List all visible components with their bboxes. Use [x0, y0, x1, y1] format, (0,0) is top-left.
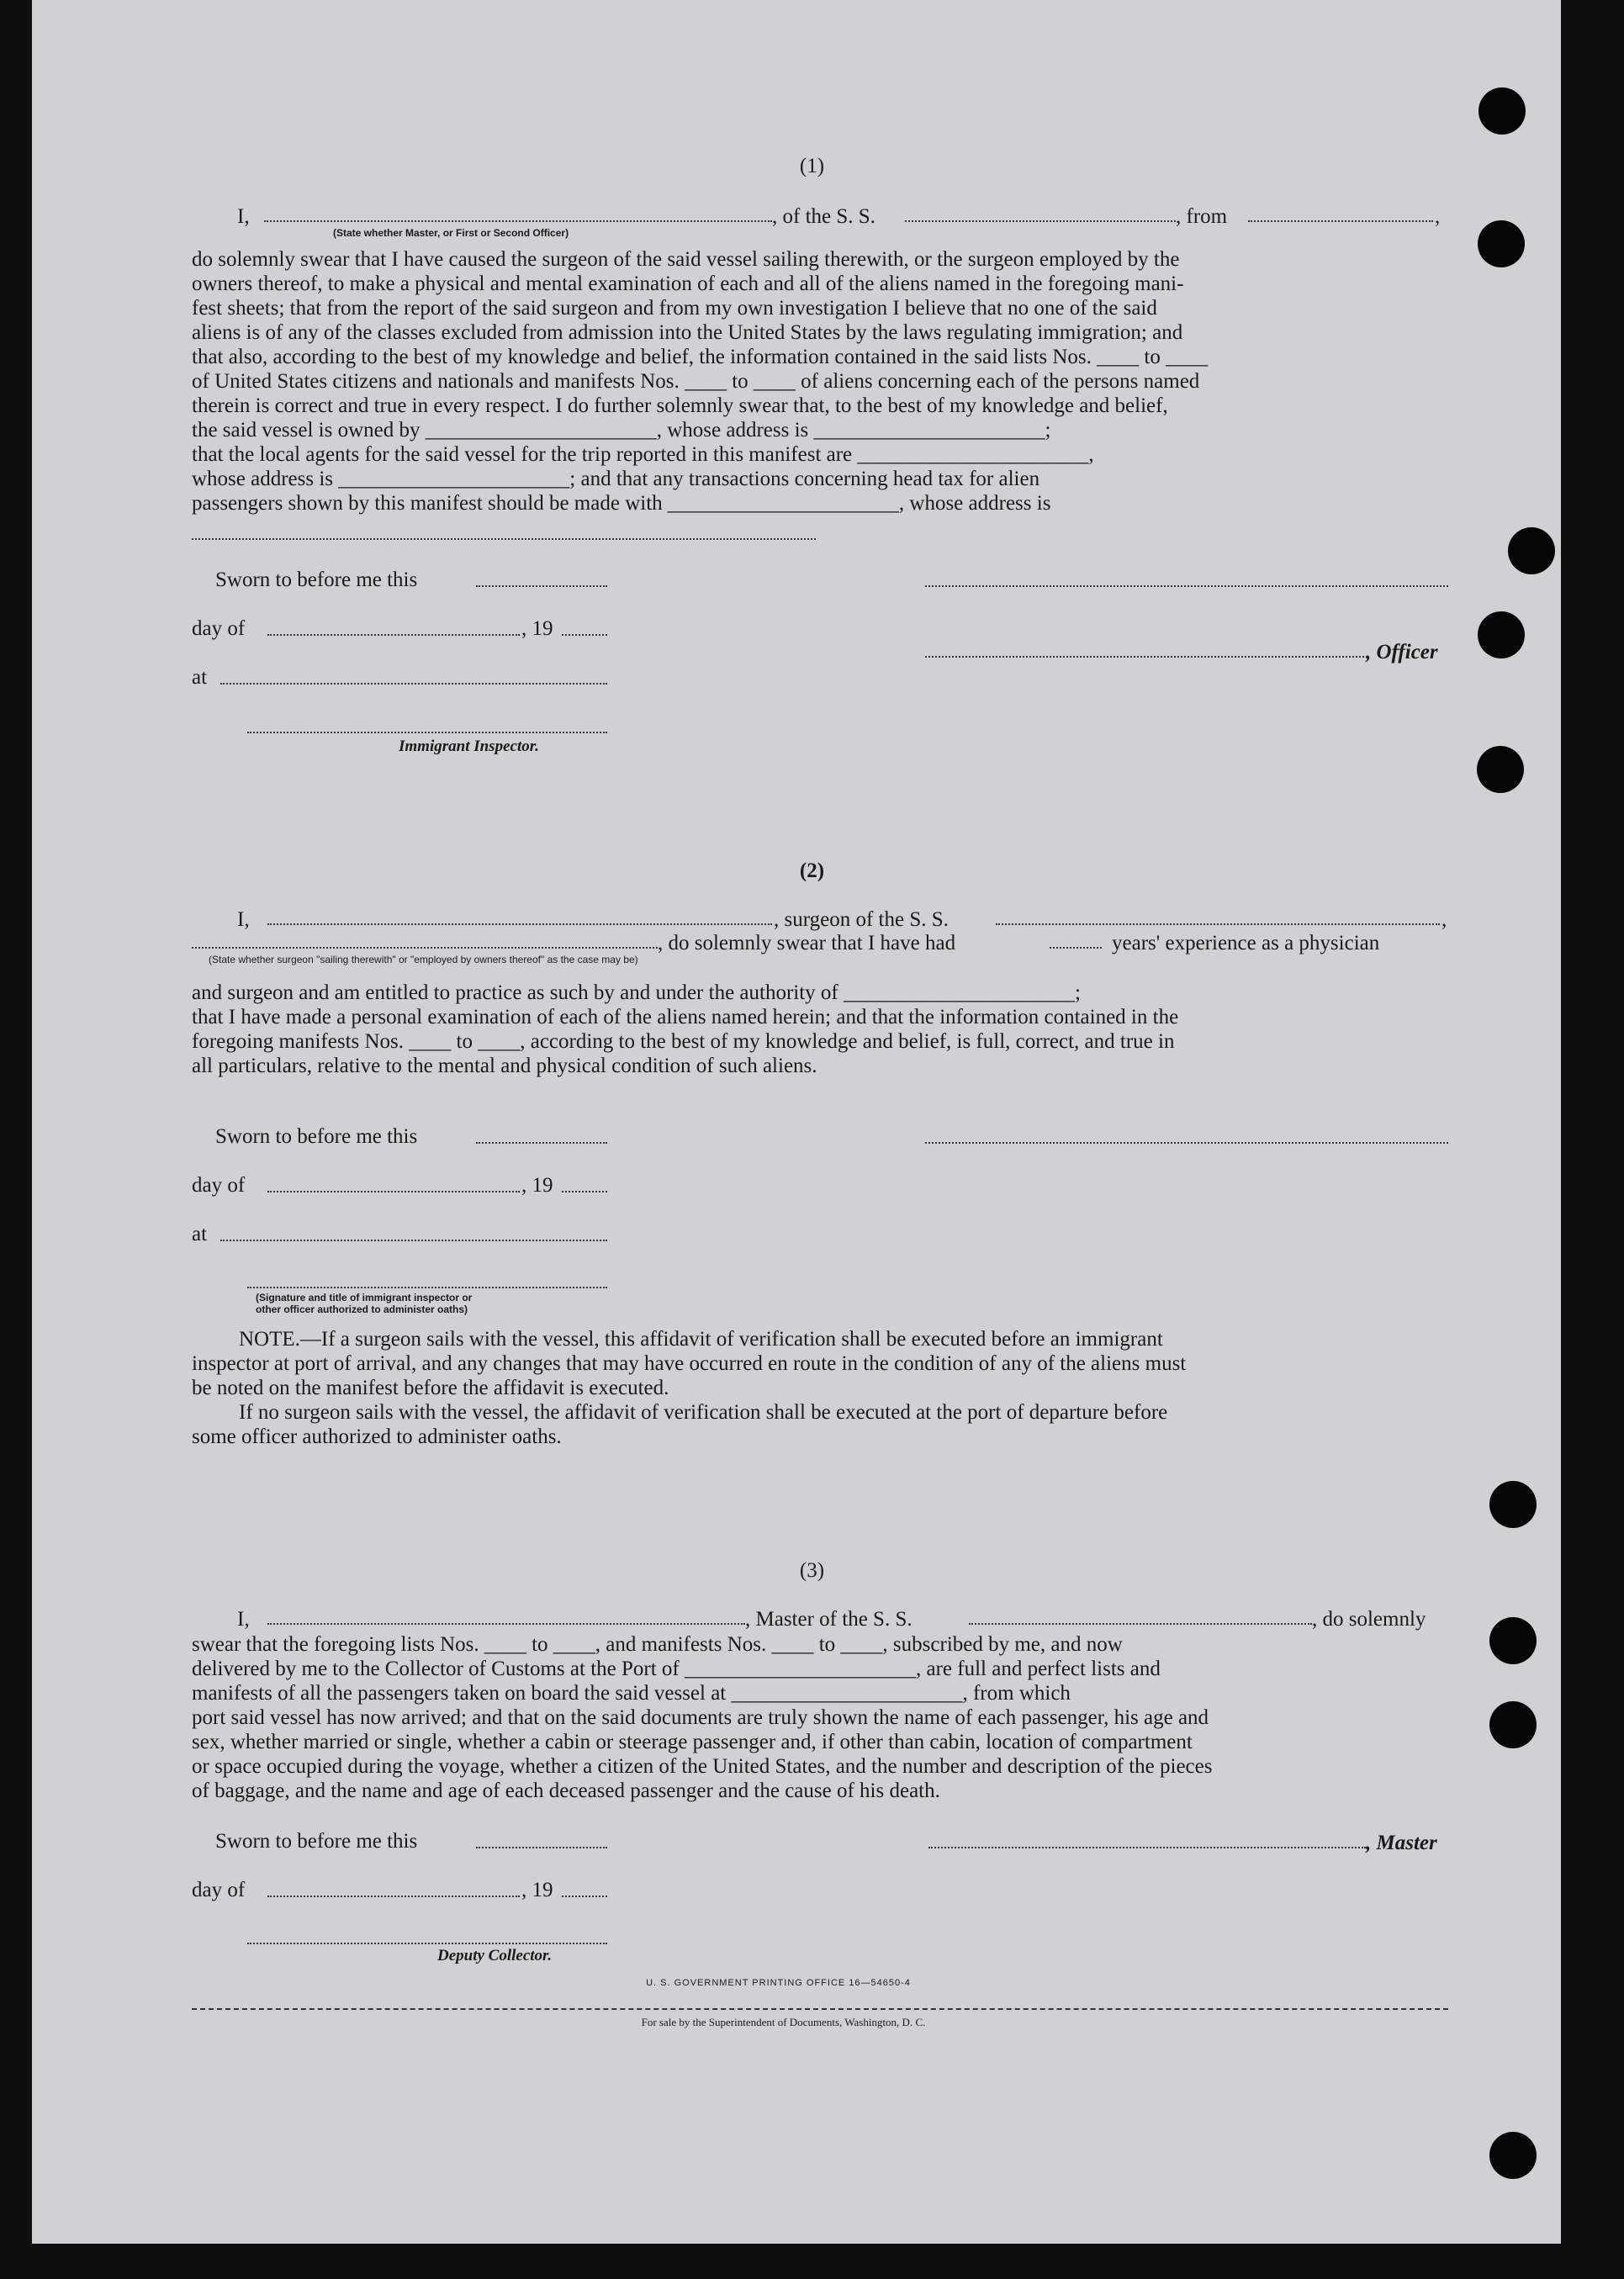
s2-signer-note-2: other officer authorized to administer oaths)	[256, 1303, 468, 1315]
section-2-number: (2)	[799, 859, 825, 882]
s2-line2-mid: , do solemnly swear that I have had	[658, 932, 956, 954]
s1-body-line: passengers shown by this manifest should be made with ______________________, whose address is	[192, 492, 1051, 515]
s2-note-line: inspector at port of arrival, and any changes that may have occurred en route in the condition of any of the aliens must	[192, 1352, 1187, 1375]
printing-office-imprint: U. S. GOVERNMENT PRINTING OFFICE 16—54650-4	[646, 1978, 911, 1988]
s2-note-text: —If a surgeon sails with the vessel, this affidavit of verification shall be executed before an immigrant	[299, 1328, 1163, 1351]
s1-inspector-sign-field[interactable]	[247, 720, 607, 733]
s2-note2-line: some officer authorized to administer oaths.	[192, 1425, 562, 1448]
s1-day-label: day of	[192, 617, 246, 640]
s2-day-field[interactable]	[267, 1179, 520, 1192]
s2-line1-pre: I,	[237, 908, 250, 931]
s1-body-line: the said vessel is owned by ______________________, whose address is ______________________;	[192, 419, 1051, 442]
s1-year-field[interactable]	[562, 622, 607, 636]
s3-line1-end: , do solemnly	[1312, 1608, 1426, 1631]
s1-intro-from: , from	[1176, 205, 1228, 228]
s2-years-field[interactable]	[1050, 935, 1102, 949]
s1-intro-pre: I,	[237, 205, 250, 228]
s1-body-line: whose address is ______________________; and that any transactions concerning head tax for alien	[192, 468, 1040, 490]
s1-body-line: fest sheets; that from the report of the said surgeon and from my own investigation I believe that no one of the said	[192, 297, 1157, 320]
s3-sworn-label: Sworn to before me this	[215, 1830, 418, 1853]
s1-at-field[interactable]	[220, 671, 607, 685]
s2-line2-end: years' experience as a physician	[1112, 932, 1380, 954]
s1-at-label: at	[192, 666, 208, 689]
s2-sworn-label: Sworn to before me this	[215, 1125, 418, 1148]
punch-hole	[1478, 220, 1525, 267]
s1-body	[192, 247, 1450, 516]
s1-signature-field[interactable]	[925, 574, 1448, 587]
punch-hole	[1479, 87, 1526, 135]
s2-year-field[interactable]	[562, 1179, 607, 1192]
s2-note-line: be noted on the manifest before the affidavit is executed.	[192, 1377, 669, 1399]
s1-sworn-label: Sworn to before me this	[215, 568, 418, 591]
s3-master-sign-field[interactable]	[928, 1835, 1366, 1848]
footer-rule	[192, 2008, 1448, 2010]
s2-sworn-field[interactable]	[476, 1130, 607, 1144]
s2-year-label: , 19	[521, 1174, 553, 1197]
s3-body-line: manifests of all the passengers taken on board the said vessel at ______________________, from which	[192, 1682, 1071, 1705]
s1-body-line: therein is correct and true in every respect. I do further solemnly swear that, to the best of my knowledge and belief,	[192, 394, 1168, 417]
s3-day-label: day of	[192, 1879, 246, 1901]
punch-hole	[1477, 746, 1524, 793]
s1-body-line: owners thereof, to make a physical and mental examination of each and all of the aliens named in the foregoing mani-	[192, 272, 1184, 295]
s3-year-label: , 19	[521, 1879, 553, 1901]
s2-body-line: all particulars, relative to the mental and physical condition of such aliens.	[192, 1055, 817, 1077]
s1-body-line: do solemnly swear that I have caused the surgeon of the said vessel sailing therewith, or the surgeon employed by the	[192, 248, 1180, 271]
s1-intro-end: ,	[1435, 205, 1441, 228]
s2-vessel-field[interactable]	[996, 912, 1440, 925]
s2-body-line: foregoing manifests Nos. ____ to ____, according to the best of my knowledge and belief, is full, correct, and true in	[192, 1030, 1175, 1053]
s2-note-line	[192, 1327, 1450, 1351]
s1-sworn-field[interactable]	[476, 574, 607, 587]
s2-at-field[interactable]	[220, 1228, 607, 1241]
s1-year-label: , 19	[521, 617, 553, 640]
punch-hole	[1489, 2132, 1537, 2179]
s3-body-line: of baggage, and the name and age of each deceased passenger and the cause of his death.	[192, 1779, 940, 1802]
s3-master-title: , Master	[1366, 1832, 1437, 1854]
s3-line1-pre: I,	[237, 1608, 250, 1631]
s3-body	[192, 1632, 1450, 1803]
s3-body-line: port said vessel has now arrived; and that on the said documents are truly shown the name of each passenger, his age and	[192, 1706, 1209, 1729]
s3-body-line: delivered by me to the Collector of Customs at the Port of ______________________, are full and perfect lists and	[192, 1658, 1161, 1680]
s2-body-line: and surgeon and am entitled to practice as such by and under the authority of ______________________;	[192, 981, 1081, 1004]
s1-officer-sign-field[interactable]	[925, 644, 1364, 658]
section-3-number: (3)	[799, 1559, 825, 1582]
s1-body-line: that the local agents for the said vessel for the trip reported in this manifest are ______________________,	[192, 443, 1094, 466]
s1-body-line: that also, according to the best of my knowledge and belief, the information contained in the said lists Nos. ____ to ____	[192, 346, 1209, 368]
s2-at-label: at	[192, 1223, 208, 1245]
s3-day-field[interactable]	[267, 1884, 520, 1897]
sale-note: For sale by the Superintendent of Documents, Washington, D. C.	[641, 2016, 926, 2028]
s3-body-line: sex, whether married or single, whether a cabin or steerage passenger and, if other than cabin, location of compartment	[192, 1731, 1193, 1753]
s2-surgeon-note: (State whether surgeon "sailing therewith" or "employed by owners thereof" as the case may be)	[209, 954, 638, 965]
s2-day-label: day of	[192, 1174, 246, 1197]
s3-year-field[interactable]	[562, 1884, 607, 1897]
punch-hole	[1489, 1481, 1537, 1528]
s1-officer-title: , Officer	[1366, 641, 1438, 664]
s2-signature-field[interactable]	[925, 1130, 1448, 1144]
s2-note-label: NOTE.	[239, 1328, 300, 1351]
s1-officer-note: (State whether Master, or First or Second Officer)	[333, 227, 569, 239]
s1-vessel-field[interactable]	[905, 209, 1176, 222]
s1-day-field[interactable]	[267, 622, 520, 636]
s3-collector-sign-field[interactable]	[247, 1931, 607, 1944]
s3-signer-title: Deputy Collector.	[437, 1947, 553, 1964]
s2-note2-line: If no surgeon sails with the vessel, the affidavit of verification shall be executed at the port of departure before	[239, 1401, 1168, 1424]
s1-intro-mid: , of the S. S.	[772, 205, 875, 228]
s1-from-field[interactable]	[1248, 209, 1433, 222]
punch-hole	[1489, 1701, 1537, 1748]
s2-capacity-field[interactable]	[192, 935, 658, 949]
s3-body-line: or space occupied during the voyage, whether a citizen of the United States, and the number and description of the pieces	[192, 1755, 1213, 1778]
s2-line1-post: , surgeon of the S. S.	[774, 908, 949, 931]
s3-vessel-field[interactable]	[969, 1611, 1312, 1625]
s3-line1-mid: , Master of the S. S.	[745, 1608, 913, 1631]
s2-name-field[interactable]	[267, 912, 772, 925]
s2-body-line: that I have made a personal examination of each of the aliens named herein; and that the information contained in the	[192, 1006, 1179, 1028]
s3-sworn-field[interactable]	[476, 1835, 607, 1848]
s3-name-field[interactable]	[267, 1611, 745, 1625]
punch-hole	[1478, 611, 1525, 658]
s3-body-line: swear that the foregoing lists Nos. ____ to ____, and manifests Nos. ____ to ____, subscribed by me, and now	[192, 1633, 1123, 1656]
s2-line1-end: ,	[1441, 908, 1447, 931]
s1-body-line: aliens is of any of the classes excluded from admission into the United States by the laws regulating immigration; and	[192, 321, 1183, 344]
s1-address-continuation-field[interactable]	[192, 526, 816, 540]
s2-body	[192, 981, 1450, 1078]
punch-hole	[1508, 527, 1555, 574]
punch-hole	[1489, 1617, 1537, 1664]
s2-signer-note-1: (Signature and title of immigrant inspector or	[256, 1292, 473, 1303]
s1-signer-title: Immigrant Inspector.	[399, 738, 539, 755]
section-1-number: (1)	[799, 155, 825, 177]
s1-body-line: of United States citizens and nationals and manifests Nos. ____ to ____ of aliens concerning each of the persons named	[192, 370, 1200, 393]
s1-officer-field[interactable]	[264, 209, 772, 222]
s2-inspector-sign-field[interactable]	[247, 1275, 607, 1288]
s2-note	[192, 1327, 1450, 1449]
